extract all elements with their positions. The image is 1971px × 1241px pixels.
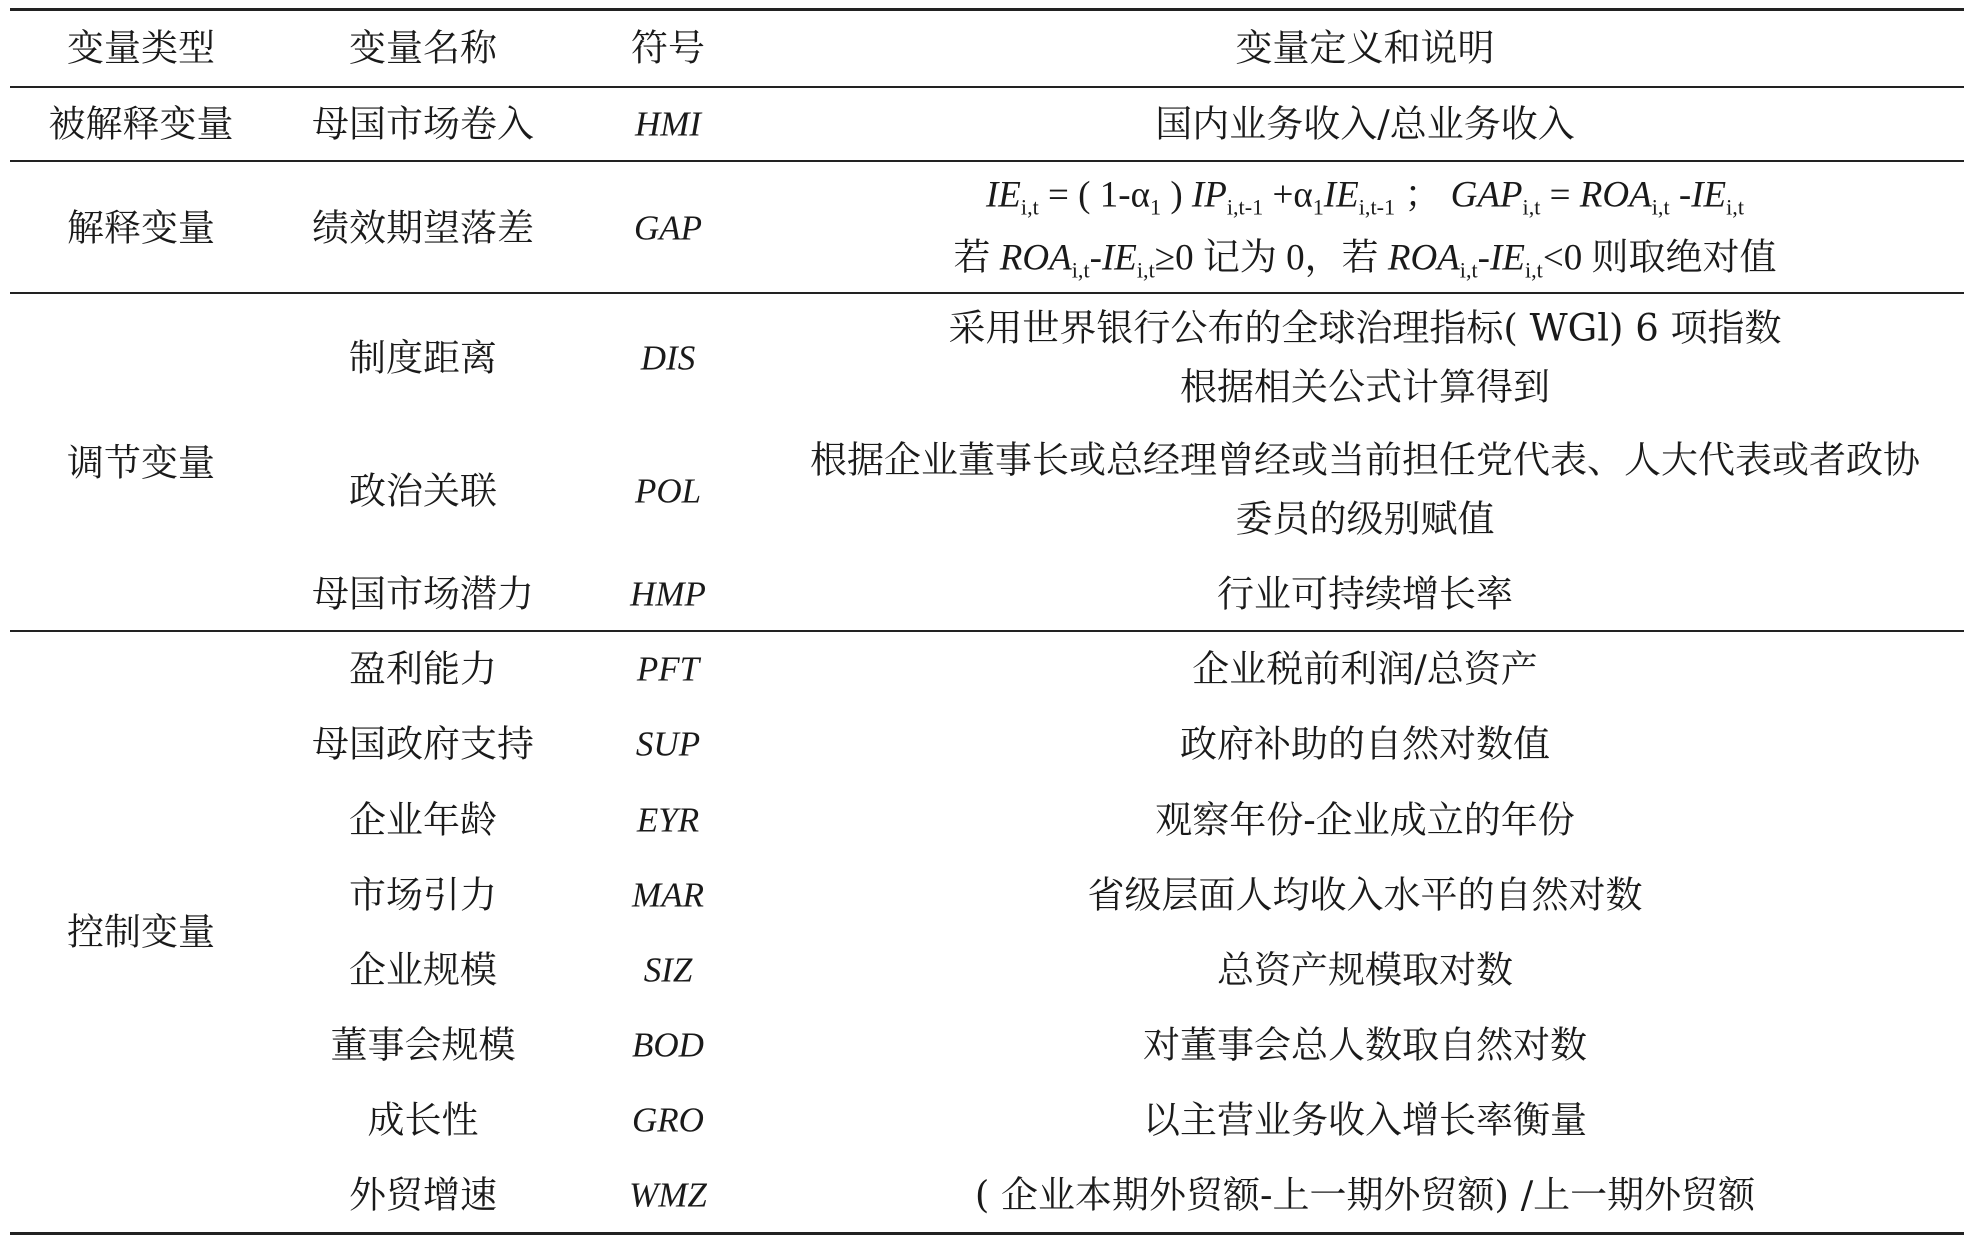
math-op: + [1263, 174, 1294, 216]
group-rule-3 [10, 630, 1964, 632]
row-definition: ( 企业本期外贸额-上一期外贸额) /上一期外贸额 [974, 1173, 1756, 1217]
gap-condition [953, 237, 1777, 283]
row-definition: 行业可持续增长率 [1217, 572, 1513, 616]
math-var: IE [1101, 237, 1137, 279]
math-var: α [1293, 174, 1313, 216]
math-op: ) [1161, 174, 1192, 216]
row-symbol: MAR [632, 875, 704, 915]
row-symbol: GRO [632, 1100, 704, 1140]
row-definition: 政府补助的自然对数值 [1180, 722, 1550, 766]
math-op: ； [1395, 174, 1451, 216]
row-symbol: GAP [633, 208, 703, 248]
math-var: IE [1490, 237, 1525, 279]
row-definition-line2: 根据相关公式计算得到 [1180, 365, 1550, 409]
math-text: ≥0 记为 0，若 [1154, 237, 1388, 279]
row-definition: 省级层面人均收入水平的自然对数 [1087, 873, 1643, 917]
group-moderating: 调节变量 [67, 441, 215, 485]
row-name: 政治关联 [349, 469, 497, 513]
math-sub: 1 [1312, 194, 1324, 220]
group-explanatory: 解释变量 [67, 206, 215, 250]
math-sub: i,t-1 [1226, 194, 1264, 220]
row-symbol: PFT [636, 649, 700, 689]
row-definition: 以主营业务收入增长率衡量 [1143, 1098, 1587, 1142]
math-op: - [1669, 174, 1692, 216]
math-var: IE [1323, 174, 1359, 216]
row-name: 外贸增速 [349, 1173, 497, 1217]
row-name: 母国市场潜力 [312, 572, 534, 616]
math-var: ROA [1579, 174, 1652, 216]
top-rule [10, 8, 1964, 11]
row-symbol: HMI [634, 104, 702, 144]
row-symbol: SIZ [643, 950, 693, 990]
row-definition: 国内业务收入/总业务收入 [1155, 102, 1575, 146]
math-var: ROA [999, 237, 1072, 279]
header-definition: 变量定义和说明 [1235, 26, 1495, 70]
math-sub: i,t-1 [1358, 194, 1396, 220]
math-sub: i,t [1726, 194, 1745, 220]
math-var: IP [1191, 174, 1227, 216]
row-symbol: EYR [636, 800, 700, 840]
row-definition: 对董事会总人数取自然对数 [1143, 1023, 1587, 1067]
row-name: 母国政府支持 [312, 722, 534, 766]
header-rule [10, 86, 1964, 88]
bottom-rule [10, 1232, 1964, 1235]
group-control: 控制变量 [67, 910, 215, 954]
row-symbol: WMZ [629, 1175, 707, 1215]
math-op: - [1477, 237, 1490, 279]
group-explained: 被解释变量 [48, 102, 234, 146]
math-sub: 1 [1149, 194, 1162, 220]
row-symbol: SUP [635, 724, 701, 764]
row-name: 制度距离 [349, 336, 497, 380]
row-definition: 企业税前利润/总资产 [1192, 647, 1538, 691]
group-rule-2 [10, 292, 1964, 294]
math-op: - [1089, 237, 1102, 279]
math-sub: i,t [1020, 194, 1039, 220]
row-symbol: HMP [630, 574, 706, 614]
row-definition: 观察年份-企业成立的年份 [1155, 798, 1575, 842]
math-sub: i,t [1522, 194, 1541, 220]
math-text: <0 则取绝对值 [1542, 237, 1777, 279]
math-op: = [1038, 174, 1079, 216]
math-text: 若 [953, 237, 1000, 279]
row-name: 董事会规模 [330, 1023, 516, 1067]
row-name: 绩效期望落差 [312, 206, 534, 250]
header-symbol: 符号 [631, 26, 705, 70]
math-sub: i,t [1136, 257, 1155, 283]
row-symbol: BOD [632, 1025, 704, 1065]
header-type: 变量类型 [67, 26, 215, 70]
row-symbol: POL [634, 471, 702, 511]
row-name: 成长性 [367, 1098, 479, 1142]
math-op: ( 1- [1078, 174, 1131, 216]
math-op: = [1540, 174, 1580, 216]
math-var: GAP [1450, 174, 1523, 216]
math-var: IE [985, 174, 1021, 216]
row-name: 企业规模 [349, 948, 497, 992]
row-symbol: DIS [640, 338, 696, 378]
row-name: 市场引力 [349, 873, 497, 917]
math-sub: i,t [1524, 257, 1543, 283]
math-var: α [1130, 174, 1150, 216]
row-name: 盈利能力 [349, 647, 497, 691]
math-var: IE [1691, 174, 1727, 216]
math-sub: i,t [1459, 257, 1478, 283]
group-rule-1 [10, 160, 1964, 162]
math-var: ROA [1387, 237, 1460, 279]
row-definition-line1: 根据企业董事长或总经理曾经或当前担任党代表、人大代表或者政协 [810, 438, 1920, 482]
row-definition-line1: 采用世界银行公布的全球治理指标( WGl) 6 项指数 [948, 306, 1782, 350]
row-definition-line2: 委员的级别赋值 [1235, 497, 1495, 541]
math-sub: i,t [1651, 194, 1670, 220]
row-name: 母国市场卷入 [312, 102, 534, 146]
gap-formula [985, 174, 1745, 220]
header-name: 变量名称 [349, 26, 497, 70]
row-definition: 总资产规模取对数 [1217, 948, 1513, 992]
row-name: 企业年龄 [349, 798, 497, 842]
math-sub: i,t [1071, 257, 1090, 283]
